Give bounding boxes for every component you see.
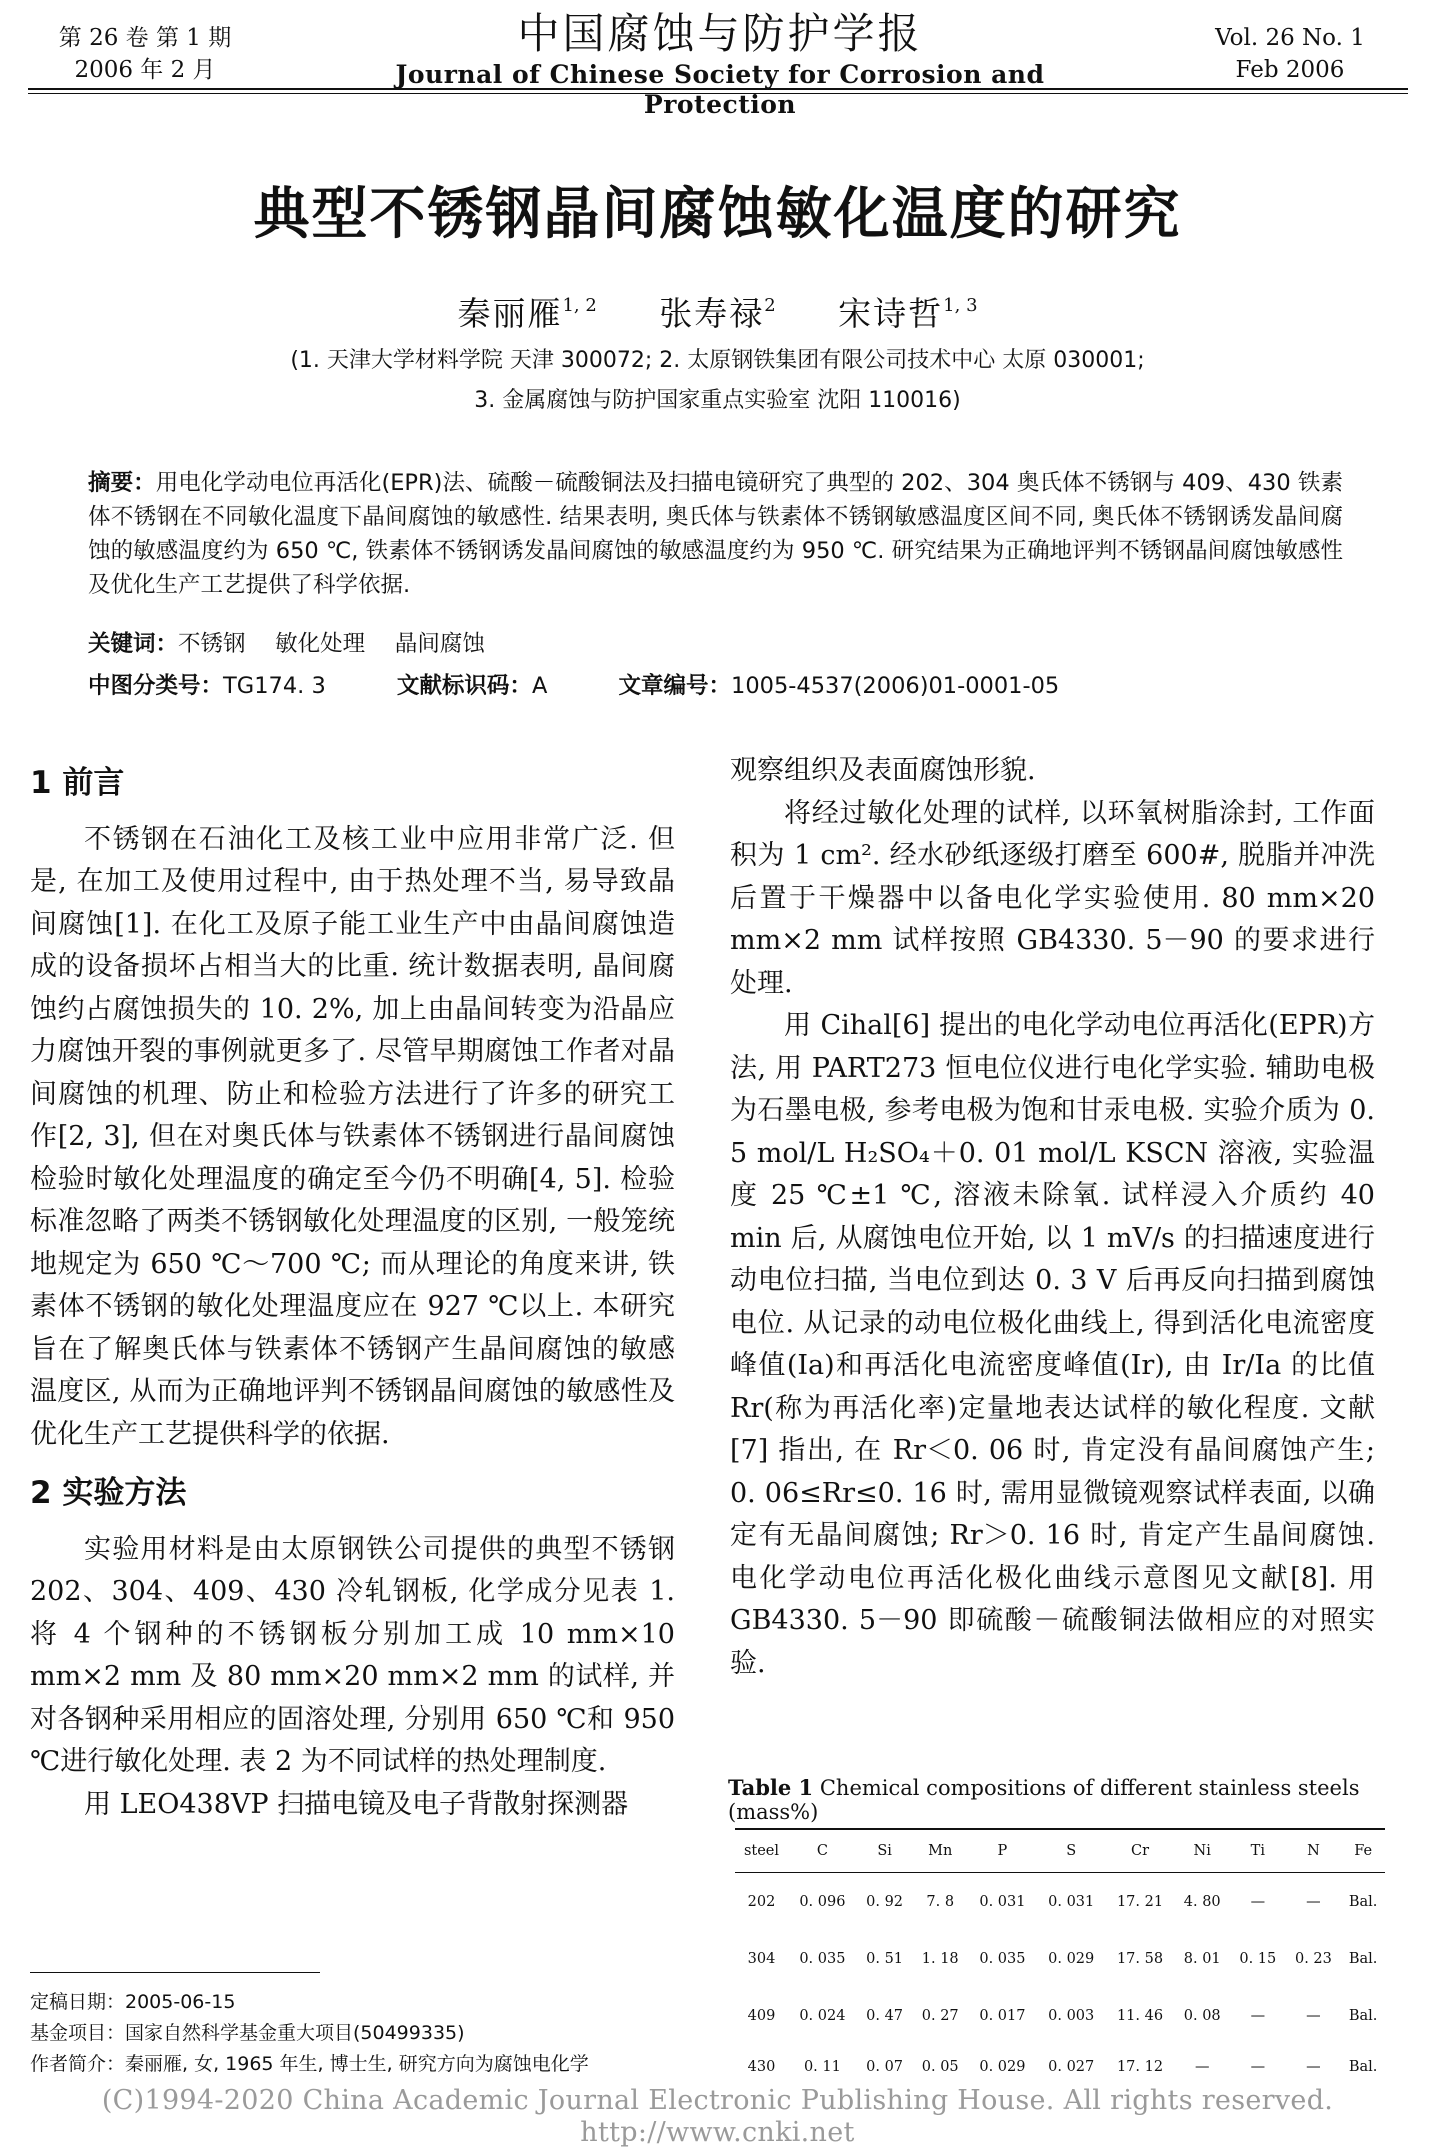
clc-value: TG174. 3 xyxy=(223,673,326,699)
document-code xyxy=(397,673,547,699)
author-list xyxy=(0,288,1435,335)
table-cell: Bal. xyxy=(1348,1950,1378,1967)
table-header-row xyxy=(735,1829,1385,1873)
table-header-cell: Mn xyxy=(912,1829,968,1873)
table-cell: Bal. xyxy=(1348,1893,1378,1910)
table-header-cell: Ni xyxy=(1174,1829,1230,1873)
keywords-label: 关键词： xyxy=(88,631,179,657)
table-cell: 304 xyxy=(747,1950,776,1967)
header-journal xyxy=(340,8,1100,120)
header-volume-cn: 第 26 卷 第 1 期 xyxy=(58,25,232,51)
article-no-label: 文章编号： xyxy=(618,673,732,699)
table-cell: 0. 096 xyxy=(799,1893,846,1910)
header-rule xyxy=(28,88,1408,94)
table-cell: 0. 27 xyxy=(921,2007,959,2024)
author-2 xyxy=(659,294,775,333)
table-cell: 0. 031 xyxy=(1048,1893,1095,1910)
table-1 xyxy=(735,1828,1385,2090)
table-cell: 202 xyxy=(747,1893,776,1910)
table-cell: 0. 07 xyxy=(866,2059,904,2075)
section-2-heading: 2 实验方法 xyxy=(30,1475,187,1511)
author-affil-mark: 2 xyxy=(764,295,776,316)
section-2-paragraph-2: 用 LEO438VP 扫描电镜及电子背散射探测器 xyxy=(84,1788,629,1820)
table-cell: 0. 035 xyxy=(979,1950,1026,1967)
clc-number xyxy=(88,673,326,699)
affiliation-line-1: (1. 天津大学材料学院 天津 300072; 2. 太原钢铁集团有限公司技术中心 太原 030001; xyxy=(290,348,1145,373)
table-cell: 0. 024 xyxy=(799,2007,846,2024)
right-continuation: 观察组织及表面腐蚀形貌. xyxy=(730,755,1036,786)
author-affil-mark: 1, 3 xyxy=(943,295,978,316)
table-cell: 0. 05 xyxy=(921,2059,959,2075)
author-1 xyxy=(457,294,596,333)
article-number xyxy=(619,673,1060,699)
article-no-value: 1005-4537(2006)01-0001-05 xyxy=(731,673,1060,699)
section-1-heading: 1 前言 xyxy=(30,765,125,801)
table-cell: 17. 21 xyxy=(1116,1893,1164,1910)
table-row xyxy=(735,1873,1385,1931)
table-1-label: Table 1 xyxy=(728,1775,814,1800)
header-date-cn: 2006 年 2 月 xyxy=(74,57,216,83)
right-paragraph-1: 将经过敏化处理的试样, 以环氧树脂涂封, 工作面积为 1 cm². 经水砂纸逐级打磨至 600#, 脱脂并冲洗后置于干燥器中以备电化学实验使用. 80 mm×20 mm×2 mm 试样按照 GB4330. 5－90 的要求进行处理. xyxy=(730,797,1375,999)
right-paragraph-2: 用 Cihal[6] 提出的电化学动电位再活化(EPR)方法, 用 PART273 恒电位仪进行电化学实验. 辅助电极为石墨电极, 参考电极为饱和甘汞电极. 实验介质为 0. 5 mol/L H₂SO₄＋0. 01 mol/L KSCN 溶液, 实验温度 25 ℃±1 ℃, 溶液未除氧. 试样浸入介质约 40 min 后, 从腐蚀电位开始, 以 1 mV/s 的扫描速度进行动电位扫描, 当电位到达 0. 3 V 后再反向扫描到腐蚀电位. 从记录的动电位极化曲线上, 得到活化电流密度峰值(Ia)和再活化电流密度峰值(Ir), 由 Ir/Ia 的比值 Rr(称为再活化率)定量地表达试样的敏化程度. 文献[7] 指出, 在 Rr＜0. 06 时, 肯定没有晶间腐蚀产生; 0. 06≤Rr≤0. 16 时, 需用显微镜观察试样表面, 以确定有无晶间腐蚀; Rr＞0. 16 时, 肯定产生晶间腐蚀. 电化学动电位再活化极化曲线示意图见文献[8]. 用 GB4330. 5－90 即硫酸－硫酸铜法做相应的对照实验. xyxy=(730,1010,1375,1679)
table-cell: 0. 92 xyxy=(866,1893,904,1910)
table-cell: — xyxy=(1306,1893,1321,1910)
table-cell: 11. 46 xyxy=(1116,2007,1164,2024)
table-cell: 0. 23 xyxy=(1294,1950,1332,1967)
table-1-caption-text: Chemical compositions of different stainless steels (mass%) xyxy=(728,1776,1360,1824)
table-cell: 0. 003 xyxy=(1048,2007,1095,2024)
table-row xyxy=(735,1987,1385,2044)
table-cell: 17. 12 xyxy=(1116,2059,1164,2075)
section-2-paragraph-1: 实验用材料是由太原钢铁公司提供的典型不锈钢 202、304、409、430 冷轧钢板, 化学成分见表 1. 将 4 个钢种的不锈钢板分别加工成 10 mm×10 mm×2 mm 及 80 mm×20 mm×2 mm 的试样, 并对各钢种采用相应的固溶处理, 分别用 650 ℃和 950 ℃进行敏化处理. 表 2 为不同试样的热处理制度. xyxy=(30,1533,675,1777)
table-header-cell: Ti xyxy=(1230,1829,1286,1873)
table-header-cell: S xyxy=(1037,1829,1106,1873)
author-name: 宋诗哲 xyxy=(838,294,944,333)
table-cell: 409 xyxy=(747,2007,776,2024)
table-cell: 1. 18 xyxy=(921,1950,959,1967)
table-cell: Bal. xyxy=(1348,2059,1378,2075)
table-cell: 0. 029 xyxy=(979,2059,1026,2075)
abstract-text: 用电化学动电位再活化(EPR)法、硫酸－硫酸铜法及扫描电镜研究了典型的 202、304 奥氏体不锈钢与 409、430 铁素体不锈钢在不同敏化温度下晶间腐蚀的敏感性. 结果表明, 奥氏体与铁素体不锈钢敏感温度区间不同, 奥氏体不锈钢诱发晶间腐蚀的敏感温度约为 650 ℃, 铁素体不锈钢诱发晶间腐蚀的敏感温度约为 950 ℃. 研究结果为正确地评判不锈钢晶间腐蚀敏感性及优化生产工艺提供了科学依据. xyxy=(88,470,1343,598)
table-cell: 7. 8 xyxy=(926,1893,955,1910)
keywords-text: 不锈钢 敏化处理 晶间腐蚀 xyxy=(178,631,485,657)
table-cell: — xyxy=(1194,2059,1210,2075)
table-header-cell: Fe xyxy=(1341,1829,1385,1873)
author-3 xyxy=(838,294,977,333)
footnote-rule xyxy=(30,1972,320,1973)
header-issue-cn xyxy=(50,22,240,86)
table-cell: — xyxy=(1250,2059,1266,2075)
author-name: 张寿禄 xyxy=(659,294,765,333)
table-cell: 430 xyxy=(747,2059,776,2075)
table-cell: 0. 031 xyxy=(979,1893,1026,1910)
table-cell: 17. 58 xyxy=(1116,1950,1164,1967)
table-header-cell: P xyxy=(968,1829,1037,1873)
copyright-notice: (C)1994-2020 China Academic Journal Electronic Publishing House. All rights reserved. http://www.cnki.net xyxy=(101,2085,1370,2148)
table-header-cell: Si xyxy=(857,1829,913,1873)
table-cell: 0. 027 xyxy=(1048,2059,1095,2075)
journal-title-cn: 中国腐蚀与防护学报 xyxy=(517,9,923,58)
table-cell: 0. 51 xyxy=(866,1950,904,1967)
doc-code-value: A xyxy=(531,673,548,699)
table-cell: 0. 029 xyxy=(1048,1950,1095,1967)
table-cell: 4. 80 xyxy=(1183,1893,1221,1910)
footnote-fund: 基金项目：国家自然科学基金重大项目(50499335) xyxy=(30,2022,465,2044)
table-header-cell: Cr xyxy=(1106,1829,1175,1873)
clc-label: 中图分类号： xyxy=(88,673,224,699)
table-1-caption xyxy=(728,1775,1388,1824)
affiliation-line-2: 3. 金属腐蚀与防护国家重点实验室 沈阳 110016) xyxy=(474,388,961,413)
table-cell: 0. 035 xyxy=(799,1950,846,1967)
header-date-en: Feb 2006 xyxy=(1235,57,1345,83)
table-cell: — xyxy=(1250,2007,1266,2024)
table-cell: 0. 11 xyxy=(803,2059,841,2075)
classification-line xyxy=(88,668,1348,700)
section-1-paragraph: 不锈钢在石油化工及核工业中应用非常广泛. 但是, 在加工及使用过程中, 由于热处理不当, 易导致晶间腐蚀[1]. 在化工及原子能工业生产中由晶间腐蚀造成的设备损坏占相当大的比重. 统计数据表明, 晶间腐蚀约占腐蚀损失的 10. 2%, 加上由晶间转变为沿晶应力腐蚀开裂的事例就更多了. 尽管早期腐蚀工作者对晶间腐蚀的机理、防止和检验方法进行了许多的研究工作[2, 3], 但在对奥氏体与铁素体不锈钢进行晶间腐蚀检验时敏化处理温度的确定至今仍不明确[4, 5]. 检验标准忽略了两类不锈钢敏化处理温度的区别, 一般笼统地规定为 650 ℃～700 ℃; 而从理论的角度来讲, 铁素体不锈钢的敏化处理温度应在 927 ℃以上. 本研究旨在了解奥氏体与铁素体不锈钢产生晶间腐蚀的敏感温度区, 从而为正确地评判不锈钢晶间腐蚀的敏感性及优化生产工艺提供科学的依据. xyxy=(30,823,675,1450)
table-row xyxy=(735,1930,1385,1987)
table-cell: — xyxy=(1306,2007,1321,2024)
header-issue-en xyxy=(1200,22,1380,86)
table-cell: Bal. xyxy=(1348,2007,1378,2024)
table-cell: 0. 017 xyxy=(979,2007,1026,2024)
abstract xyxy=(88,466,1343,602)
table-cell: 0. 47 xyxy=(866,2007,904,2024)
footnote-received: 定稿日期：2005-06-15 xyxy=(30,1991,236,2013)
footnote-author-intro: 作者简介：秦丽雁, 女, 1965 年生, 博士生, 研究方向为腐蚀电化学 xyxy=(30,2053,589,2075)
abstract-label: 摘要： xyxy=(88,470,156,496)
author-affil-mark: 1, 2 xyxy=(562,295,597,316)
table-header-cell: C xyxy=(788,1829,857,1873)
right-column xyxy=(730,750,1375,1685)
header-volume-en: Vol. 26 No. 1 xyxy=(1215,25,1365,51)
table-header-cell: N xyxy=(1286,1829,1342,1873)
journal-title-en: Journal of Chinese Society for Corrosion and Protection xyxy=(395,60,1045,119)
table-cell: — xyxy=(1306,2059,1321,2075)
table-cell: 0. 08 xyxy=(1183,2007,1221,2024)
article-title: 典型不锈钢晶间腐蚀敏化温度的研究 xyxy=(253,182,1182,247)
author-name: 秦丽雁 xyxy=(457,294,563,333)
keywords xyxy=(88,626,485,658)
doc-code-label: 文献标识码： xyxy=(396,673,532,699)
table-cell: 8. 01 xyxy=(1183,1950,1221,1967)
left-column xyxy=(30,762,675,1826)
table-header-cell: steel xyxy=(735,1829,788,1873)
table-cell: 0. 15 xyxy=(1239,1950,1277,1967)
table-cell: — xyxy=(1250,1893,1266,1910)
